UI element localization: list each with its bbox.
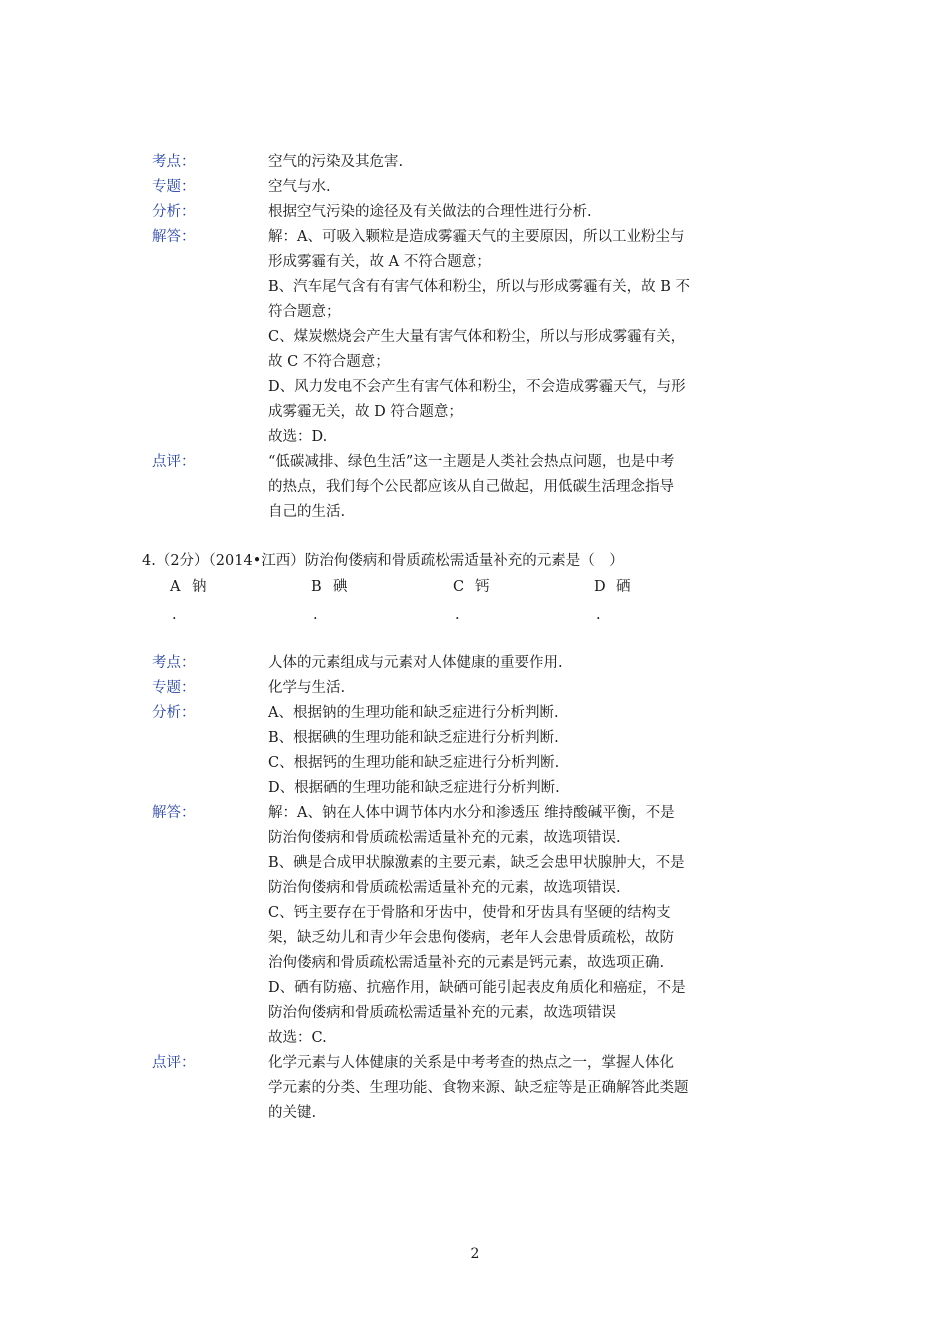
row-zhuanti — [0, 175, 950, 200]
option-text: 钠 — [192, 579, 207, 595]
row-kaodian — [0, 150, 950, 175]
row-jieda — [0, 801, 950, 1051]
option-text: 硒 — [616, 579, 631, 595]
option-text: 钙 — [475, 579, 490, 595]
text-line: C、根据钙的生理功能和缺乏症进行分析判断. — [268, 755, 560, 771]
text-line: 防治佝偻病和骨质疏松需适量补充的元素，故选项错误. — [268, 880, 621, 896]
text-line: 防治佝偻病和骨质疏松需适量补充的元素，故选项错误 — [268, 1005, 616, 1021]
text-line: 架，缺乏幼儿和青少年会患佝偻病，老年人会患骨质疏松，故防 — [268, 930, 674, 946]
option-letter: A — [170, 579, 181, 595]
text-line: 故 C 不符合题意； — [268, 354, 390, 370]
text-line: 解：A、钠在人体中调节体内水分和渗透压 维持酸碱平衡，不是 — [268, 805, 675, 821]
text-line: 的关键. — [268, 1105, 317, 1121]
analysis-block-q3 — [0, 150, 950, 525]
text-line: 根据空气污染的途径及有关做法的合理性进行分析. — [268, 204, 592, 220]
text-line: 故选：D. — [268, 429, 328, 445]
option-letter: D — [594, 579, 606, 595]
option-letter: B — [311, 579, 322, 595]
text-line: C、钙主要存在于骨胳和牙齿中，使骨和牙齿具有坚硬的结构支 — [268, 905, 671, 921]
text-line: 符合题意； — [268, 304, 341, 320]
text-line: A、根据钠的生理功能和缺乏症进行分析判断. — [268, 705, 559, 721]
option-text: 碘 — [333, 579, 348, 595]
question-4-stem: 4.（2分）（2014•江西）防治佝偻病和骨质疏松需适量补充的元素是（ ） — [142, 553, 624, 569]
row-fenxi — [0, 701, 950, 801]
row-dianping — [0, 450, 950, 525]
option-dot: . — [596, 607, 601, 623]
text-line: 化学元素与人体健康的关系是中考考查的热点之一，掌握人体化 — [268, 1055, 674, 1071]
row-jieda — [0, 225, 950, 450]
option-dot: . — [313, 607, 318, 623]
label-dianping: 点评： — [152, 454, 196, 470]
text-line: 形成雾霾有关，故 A 不符合题意； — [268, 254, 491, 270]
option-a — [170, 575, 207, 600]
row-fenxi — [0, 200, 950, 225]
text-line: 的热点，我们每个公民都应该从自己做起，用低碳生活理念指导 — [268, 479, 674, 495]
label-fenxi: 分析： — [152, 705, 196, 721]
text-line: 治佝偻病和骨质疏松需适量补充的元素是钙元素，故选项正确. — [268, 955, 665, 971]
text-line: D、根据硒的生理功能和缺乏症进行分析判断. — [268, 780, 560, 796]
text-line: 空气与水. — [268, 179, 331, 195]
text-line: 故选：C. — [268, 1030, 327, 1046]
option-b — [311, 575, 348, 600]
row-kaodian — [0, 651, 950, 676]
text-line: 人体的元素组成与元素对人体健康的重要作用. — [268, 655, 563, 671]
row-dianping — [0, 1051, 950, 1126]
option-letter: C — [453, 579, 465, 595]
label-kaodian: 考点： — [152, 655, 196, 671]
text-line: C、煤炭燃烧会产生大量有害气体和粉尘，所以与形成雾霾有关， — [268, 329, 686, 345]
label-fenxi: 分析： — [152, 204, 196, 220]
option-c — [453, 575, 490, 600]
text-line: 自己的生活. — [268, 504, 346, 520]
text-line: B、汽车尾气含有有害气体和粉尘，所以与形成雾霾有关，故 B 不 — [268, 279, 691, 295]
text-line: 化学与生活. — [268, 680, 346, 696]
text-line: B、碘是合成甲状腺激素的主要元素，缺乏会患甲状腺肿大，不是 — [268, 855, 685, 871]
label-jieda: 解答： — [152, 805, 196, 821]
label-dianping: 点评： — [152, 1055, 196, 1071]
text-line: B、根据碘的生理功能和缺乏症进行分析判断. — [268, 730, 559, 746]
text-line: 学元素的分类、生理功能、食物来源、缺乏症等是正确解答此类题 — [268, 1080, 689, 1096]
option-dot: . — [172, 607, 177, 623]
row-zhuanti — [0, 676, 950, 701]
label-zhuanti: 专题： — [152, 179, 196, 195]
text-line: “低碳减排、绿色生活”这一主题是人类社会热点问题，也是中考 — [268, 454, 675, 470]
page-number: 2 — [470, 1246, 480, 1262]
analysis-block-q4 — [0, 651, 950, 1126]
text-line: D、硒有防癌、抗癌作用，缺硒可能引起表皮角质化和癌症，不是 — [268, 980, 686, 996]
text-line: D、风力发电不会产生有害气体和粉尘，不会造成雾霾天气，与形 — [268, 379, 686, 395]
label-jieda: 解答： — [152, 229, 196, 245]
option-d — [594, 575, 631, 600]
label-zhuanti: 专题： — [152, 680, 196, 696]
text-line: 成雾霾无关，故 D 符合题意； — [268, 404, 463, 420]
label-kaodian: 考点： — [152, 154, 196, 170]
text-line: 防治佝偻病和骨质疏松需适量补充的元素，故选项错误. — [268, 830, 621, 846]
option-dot: . — [455, 607, 460, 623]
text-line: 空气的污染及其危害. — [268, 154, 404, 170]
text-line: 解：A、可吸入颗粒是造成雾霾天气的主要原因，所以工业粉尘与 — [268, 229, 685, 245]
